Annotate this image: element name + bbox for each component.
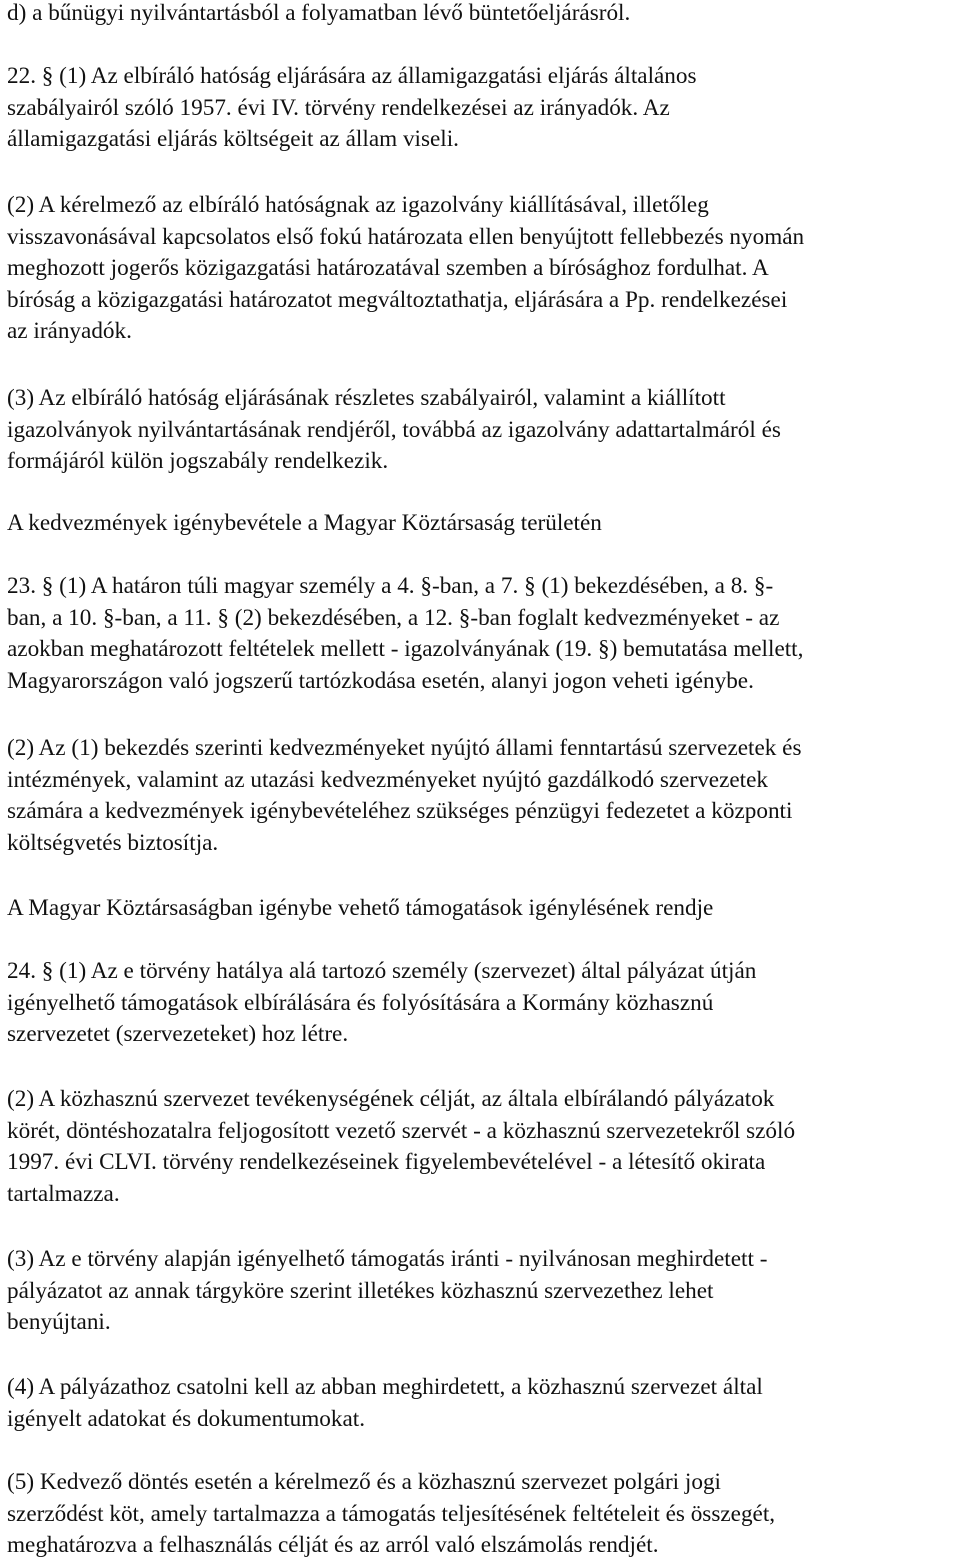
text-line: formájáról külön jogszabály rendelkezik. — [7, 448, 389, 474]
text-line: igényelt adatokat és dokumentumokat. — [7, 1405, 366, 1432]
text-line: (2) A közhasznú szervezet tevékenységének célját, az általa elbírálandó pályázatok — [7, 1086, 775, 1112]
text-line: (2) Az (1) bekezdés szerinti kedvezményeket nyújtó állami fenntartású szervezetek és — [7, 735, 802, 761]
heading-line: A kedvezmények igénybevétele a Magyar Köztársaság területén — [7, 510, 602, 536]
text-line: d) a bűnügyi nyilvántartásból a folyamatban lévő büntetőeljárásról. — [7, 0, 631, 26]
text-line: ban, a 10. §-ban, a 11. § (2) bekezdésében, a 12. §-ban foglalt kedvezményeket - az — [7, 604, 780, 631]
text-line: 22. § (1) Az elbíráló hatóság eljárására az államigazgatási eljárás általános — [7, 63, 697, 89]
paragraph-22-1 — [7, 61, 957, 156]
paragraph-24-1 — [7, 956, 957, 1051]
text-line: visszavonásával kapcsolatos első fokú határozata ellen benyújtott fellebbezés nyomán — [7, 223, 805, 250]
paragraph-24-5 — [7, 1467, 957, 1562]
paragraph-22-2 — [7, 190, 957, 348]
text-line: pályázatot az annak tárgyköre szerint illetékes közhasznú szervezethez lehet — [7, 1277, 714, 1304]
text-line: meghatározva a felhasználás célját és az arról való elszámolás rendjét. — [7, 1532, 659, 1558]
text-line: szervezetet (szervezeteket) hoz létre. — [7, 1021, 349, 1047]
paragraph-22-3 — [7, 383, 957, 478]
text-line: tartalmazza. — [7, 1180, 120, 1207]
text-line: (2) A kérelmező az elbíráló hatóságnak az igazolvány kiállításával, illetőleg — [7, 192, 709, 218]
text-line: meghozott jogerős közigazgatási határozatával szemben a bírósághoz fordulhat. A — [7, 255, 769, 281]
text-line: bíróság a közigazgatási határozatot megváltoztathatja, eljárására a Pp. rendelkezései — [7, 286, 788, 313]
heading-line: A Magyar Köztársaságban igénybe vehető támogatások igénylésének rendje — [7, 895, 714, 921]
paragraph-24-3 — [7, 1244, 957, 1339]
text-line: azokban meghatározott feltételek mellett - igazolványának (19. §) bemutatása mellett, — [7, 636, 804, 662]
text-line: 24. § (1) Az e törvény hatálya alá tartozó személy (szervezet) által pályázat útján — [7, 958, 757, 984]
text-line: körét, döntéshozatalra feljogosított vezető szervét - a közhasznú szervezetekről szóló — [7, 1117, 796, 1144]
paragraph-d-criminal-records — [7, 0, 957, 30]
text-line: (5) Kedvező döntés esetén a kérelmező és a közhasznú szervezet polgári jogi — [7, 1469, 721, 1495]
text-line: igazolványok nyilvántartásának rendjéről, továbbá az igazolvány adattartalmáról és — [7, 416, 781, 443]
text-line: szerződést köt, amely tartalmazza a támogatás teljesítésének feltételeit és összegét, — [7, 1500, 776, 1527]
text-line: államigazgatási eljárás költségeit az állam viseli. — [7, 126, 459, 152]
text-line: az irányadók. — [7, 318, 132, 344]
paragraph-24-2 — [7, 1084, 957, 1210]
text-line: (3) Az e törvény alapján igényelhető támogatás iránti - nyilvánosan meghirdetett - — [7, 1246, 768, 1272]
section-heading-support-requests — [7, 893, 957, 925]
text-line: benyújtani. — [7, 1309, 111, 1335]
text-line: 1997. évi CLVI. törvény rendelkezéseinek figyelembevételével - a létesítő okirata — [7, 1149, 766, 1175]
text-line: költségvetés biztosítja. — [7, 829, 219, 856]
text-line: számára a kedvezmények igénybevételéhez szükséges pénzügyi fedezetet a központi — [7, 798, 793, 824]
paragraph-24-4 — [7, 1372, 957, 1435]
text-line: szabályairól szóló 1957. évi IV. törvény rendelkezései az irányadók. Az — [7, 94, 670, 121]
text-line: (4) A pályázathoz csatolni kell az abban meghirdetett, a közhasznú szervezet által — [7, 1374, 763, 1400]
text-line: (3) Az elbíráló hatóság eljárásának részletes szabályairól, valamint a kiállított — [7, 385, 726, 411]
text-line: igényelhető támogatások elbírálására és folyósítására a Kormány közhasznú — [7, 989, 714, 1016]
paragraph-23-1 — [7, 571, 957, 697]
text-line: Magyarországon való jogszerű tartózkodása esetén, alanyi jogon veheti igénybe. — [7, 667, 754, 694]
text-line: 23. § (1) A határon túli magyar személy a 4. §-ban, a 7. § (1) bekezdésében, a 8. §- — [7, 573, 774, 599]
text-line: intézmények, valamint az utazási kedvezményeket nyújtó gazdálkodó szervezetek — [7, 766, 768, 793]
section-heading-benefits — [7, 508, 957, 540]
paragraph-23-2 — [7, 733, 957, 859]
